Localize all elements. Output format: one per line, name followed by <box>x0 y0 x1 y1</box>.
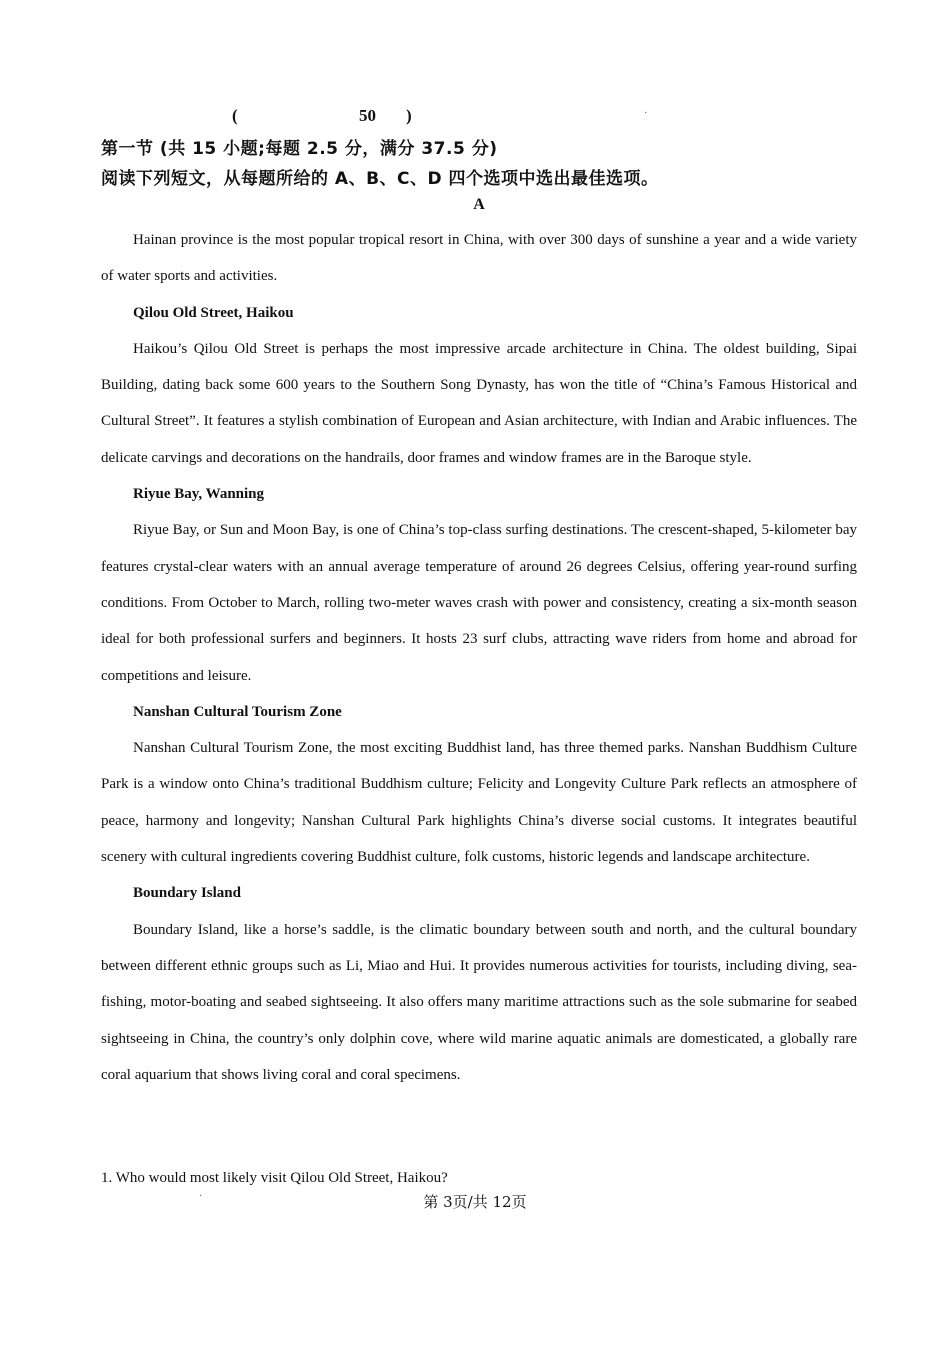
header-paren-right: ) <box>406 106 412 125</box>
question-1: 1. Who would most likely visit Qilou Old Street, Haikou? <box>101 1170 448 1186</box>
section-body-boundary: Boundary Island, like a horse’s saddle, is the climatic boundary between south and north, and the cultural boundary between different ethnic groups such as Li, Miao and Hui. It provides numerous activities for tourists, including diving, sea-fishing, motor-boating and seabed sightseeing. It also offers many maritime attractions such as the sole submarine for seabed sightseeing in China, the country’s only dolphin cove, where wild marine aquatic animals are domesticated, a globally rare coral aquarium that shows living coral and coral specimens. <box>101 921 857 1083</box>
header-paren-left: ( <box>232 106 238 125</box>
section-title-riyue: Riyue Bay, Wanning <box>133 486 265 503</box>
section-title-qilou: Qilou Old Street, Haikou <box>133 304 294 321</box>
section-body-nanshan: Nanshan Cultural Tourism Zone, the most exciting Buddhist land, has three themed parks. Nanshan Buddhism Culture Park is a window onto China’s traditional Buddhism culture; Felicity and Longevity Culture Park reflects an atmosphere of peace, harmony and longevity; Nanshan Cultural Park highlights China’s diverse social customs. It integrates beautiful scenery with cultural ingredients covering Buddhist culture, folk customs, historic legends and landscape architecture. <box>101 740 857 866</box>
passage-body <box>101 222 857 1093</box>
instruction-line: 阅读下列短文，从每题所给的 A、B、C、D 四个选项中选出最佳选项。 <box>101 169 659 189</box>
stray-dot-footer: · <box>199 1191 203 1202</box>
section-title-nanshan: Nanshan Cultural Tourism Zone <box>133 703 342 720</box>
intro-paragraph: Hainan province is the most popular tropical resort in China, with over 300 days of sunshine a year and a wide variety of water sports and activities. <box>101 232 857 285</box>
section-body-qilou: Haikou’s Qilou Old Street is perhaps the most impressive arcade architecture in China. The oldest building, Sipai Building, dating back some 600 years to the Southern Song Dynasty, has won the title of “China’s Famous Historical and Cultural Street”. It features a stylish combination of European and Asian architecture, with Indian and Arabic influences. The delicate carvings and decorations on the handrails, door frames and window frames are in the Baroque style. <box>101 340 857 466</box>
section-body-riyue: Riyue Bay, or Sun and Moon Bay, is one of China’s top-class surfing destinations. The crescent-shaped, 5-kilometer bay features crystal-clear waters with an annual average temperature of around 26 degrees Celsius, offering year-round surfing conditions. From October to March, rolling two-meter waves crash with power and consistency, creating a six-month season ideal for both professional surfers and beginners. It hosts 23 surf clubs, attracting wave riders from home and abroad for competitions and leisure. <box>101 522 857 684</box>
section-line: 第一节 (共 15 小题;每题 2.5 分，满分 37.5 分) <box>101 139 498 159</box>
section-title-boundary: Boundary Island <box>133 885 241 902</box>
passage-letter: A <box>473 196 485 213</box>
section-score: 50 <box>359 106 376 125</box>
stray-dot: · <box>644 108 648 119</box>
page-footer: 第 3页/共 12页 <box>423 1193 527 1211</box>
